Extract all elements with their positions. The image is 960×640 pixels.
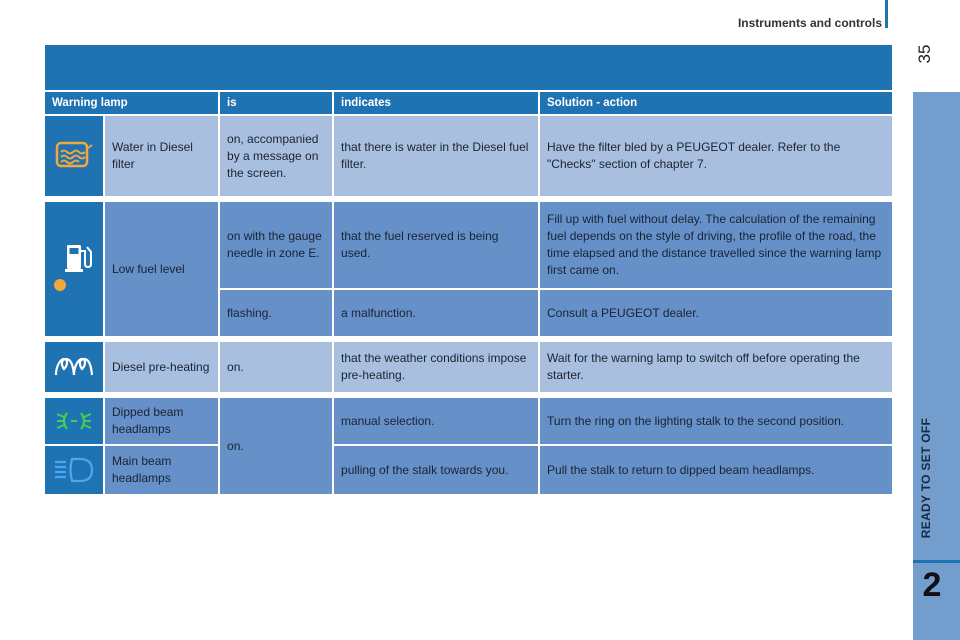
chapter-number: 2 xyxy=(922,566,942,604)
lamp-name: Diesel pre-heating xyxy=(104,341,219,393)
chapter-divider xyxy=(913,560,960,563)
water-in-fuel-icon xyxy=(45,115,104,197)
section-title: Instruments and controls xyxy=(737,16,882,30)
lamp-meaning: that the fuel reserved is being used. xyxy=(333,201,539,289)
lamp-state: on, accompanied by a message on the screen. xyxy=(219,115,333,197)
lamp-meaning: a malfunction. xyxy=(333,289,539,337)
lamp-state: on with the gauge needle in zone E. xyxy=(219,201,333,289)
table-row xyxy=(45,115,892,197)
lamp-action: Turn the ring on the lighting stalk to the second position. xyxy=(539,397,892,445)
table-row xyxy=(45,341,892,393)
lamp-action: Have the filter bled by a PEUGEOT dealer. Refer to the "Checks" section of chapter 7. xyxy=(539,115,892,197)
lamp-meaning: pulling of the stalk towards you. xyxy=(333,445,539,495)
lamp-name: Low fuel level xyxy=(104,201,219,337)
lamp-action: Wait for the warning lamp to switch off before operating the starter. xyxy=(539,341,892,393)
table-row xyxy=(45,397,892,445)
warning-lamp-table xyxy=(45,92,892,496)
column-header-warning-lamp: Warning lamp xyxy=(45,92,219,115)
table-header-row xyxy=(45,92,892,115)
fuel-pump-icon xyxy=(45,201,104,337)
lamp-action: Pull the stalk to return to dipped beam headlamps. xyxy=(539,445,892,495)
lamp-state: on. xyxy=(219,341,333,393)
lamp-state: flashing. xyxy=(219,289,333,337)
page-number: 35 xyxy=(915,44,934,64)
column-header-indicates: indicates xyxy=(333,92,539,115)
column-header-solution: Solution - action xyxy=(539,92,892,115)
lamp-name: Dipped beam headlamps xyxy=(104,397,219,445)
table-title-band xyxy=(45,45,892,90)
main-beam-icon xyxy=(45,445,104,495)
lamp-meaning: manual selection. xyxy=(333,397,539,445)
preheating-coil-icon xyxy=(45,341,104,393)
header-rule xyxy=(885,0,888,28)
column-header-is: is xyxy=(219,92,333,115)
lamp-state: on. xyxy=(219,397,333,495)
lamp-action: Fill up with fuel without delay. The calculation of the remaining fuel depends on the style of driving, the profile of the road, the time elapsed and the distance travelled since the warning lamp first came on. xyxy=(539,201,892,289)
lamp-meaning: that the weather conditions impose pre-heating. xyxy=(333,341,539,393)
chapter-label: READY TO SET OFF xyxy=(919,417,933,538)
table-row xyxy=(45,445,892,495)
table-row xyxy=(45,201,892,289)
lamp-meaning: that there is water in the Diesel fuel filter. xyxy=(333,115,539,197)
lamp-name: Water in Diesel filter xyxy=(104,115,219,197)
lamp-name: Main beam headlamps xyxy=(104,445,219,495)
lamp-action: Consult a PEUGEOT dealer. xyxy=(539,289,892,337)
dipped-beam-icon xyxy=(45,397,104,445)
